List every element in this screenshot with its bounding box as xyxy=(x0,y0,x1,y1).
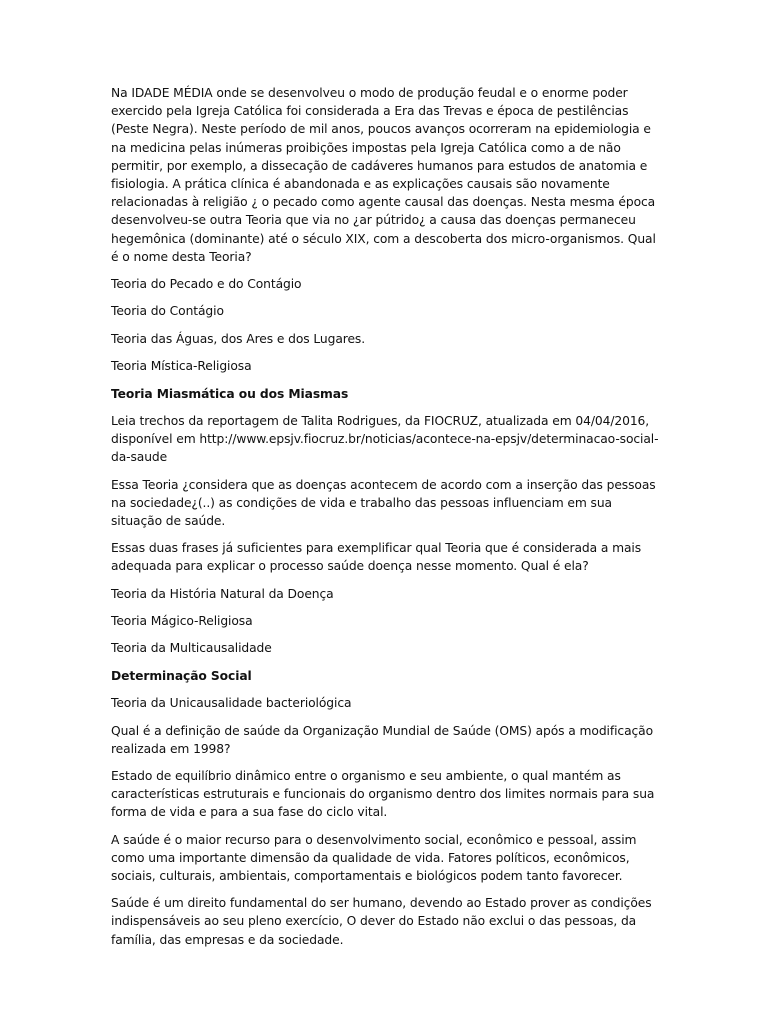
question-3-text: Qual é a definição de saúde da Organização Mundial de Saúde (OMS) após a modificação realizada em 1998? xyxy=(111,723,654,756)
q3-option-3: Saúde é um direito fundamental do ser humano, devendo ao Estado prover as condições indispensáveis ao seu pleno exercício, O dever do Estado não exclui o das pessoas, da família, das empresas e da sociedade. xyxy=(111,896,652,947)
question-1-text: Na IDADE MÉDIA onde se desenvolveu o modo de produção feudal e o enorme poder exercido pela Igreja Católica foi considerada a Era das Trevas e época de pestilências (Peste Negra). Neste período de mil anos, poucos avanços ocorreram na epidemiologia e na medicina pelas inúmeras proibições impostas pela Igreja Católica como a de não permitir, por exemplo, a dissecação de cadáveres humanos para estudos de anatomia e fisiologia. A prática clínica é abandonada e as explicações causais são novamente relacionadas à religião ¿ o pecado como agente causal das doenças. Nesta mesma época desenvolveu-se outra Teoria que via no ¿ar pútrido¿ a causa das doenças permaneceu hegemônica (dominante) até o século XIX, com a descoberta dos micro-organismos. Qual é o nome desta Teoria? xyxy=(111,86,656,264)
q1-option-3: Teoria das Águas, dos Ares e dos Lugares. xyxy=(111,331,366,346)
q3-option-2: A saúde é o maior recurso para o desenvolvimento social, econômico e pessoal, assim como uma importante dimensão da qualidade de vida. Fatores políticos, econômicos, sociais, culturais, ambientais, comportamentais e biológicos podem tanto favorecer. xyxy=(111,832,637,883)
q1-option-1: Teoria do Pecado e do Contágio xyxy=(111,277,302,292)
q2-option-5: Teoria da Unicausalidade bacteriológica xyxy=(111,696,352,711)
q1-option-4: Teoria Mística-Religiosa xyxy=(111,359,252,374)
q2-option-3: Teoria da Multicausalidade xyxy=(111,641,272,656)
q3-option-1: Estado de equilíbrio dinâmico entre o organismo e seu ambiente, o qual mantém as características estruturais e funcionais do organismo dentro dos limites normais para sua forma de vida e para a sua fase do ciclo vital. xyxy=(111,768,655,820)
question-2-quote: Essa Teoria ¿considera que as doenças acontecem de acordo com a inserção das pessoas na sociedade¿(..) as condições de vida e trabalho das pessoas influenciam em sua situação de saúde. xyxy=(111,477,656,528)
question-2-intro: Leia trechos da reportagem de Talita Rodrigues, da FIOCRUZ, atualizada em 04/04/2016, disponível em http://www.epsjv.fiocruz.br/noticias/acontece-na-epsjv/determinacao-social-da-saude xyxy=(111,413,659,465)
q2-option-2: Teoria Mágico-Religiosa xyxy=(111,614,253,628)
q1-option-2: Teoria do Contágio xyxy=(111,304,224,319)
q2-option-1: Teoria da História Natural da Doença xyxy=(111,586,334,601)
q1-option-5-answer: Teoria Miasmática ou dos Miasmas xyxy=(111,386,349,401)
document-page xyxy=(111,84,663,958)
question-2-text: Essas duas frases já suficientes para exemplificar qual Teoria que é considerada a mais adequada para explicar o processo saúde doença nesse momento. Qual é ela? xyxy=(111,541,642,574)
q2-option-4-answer: Determinação Social xyxy=(111,668,252,683)
